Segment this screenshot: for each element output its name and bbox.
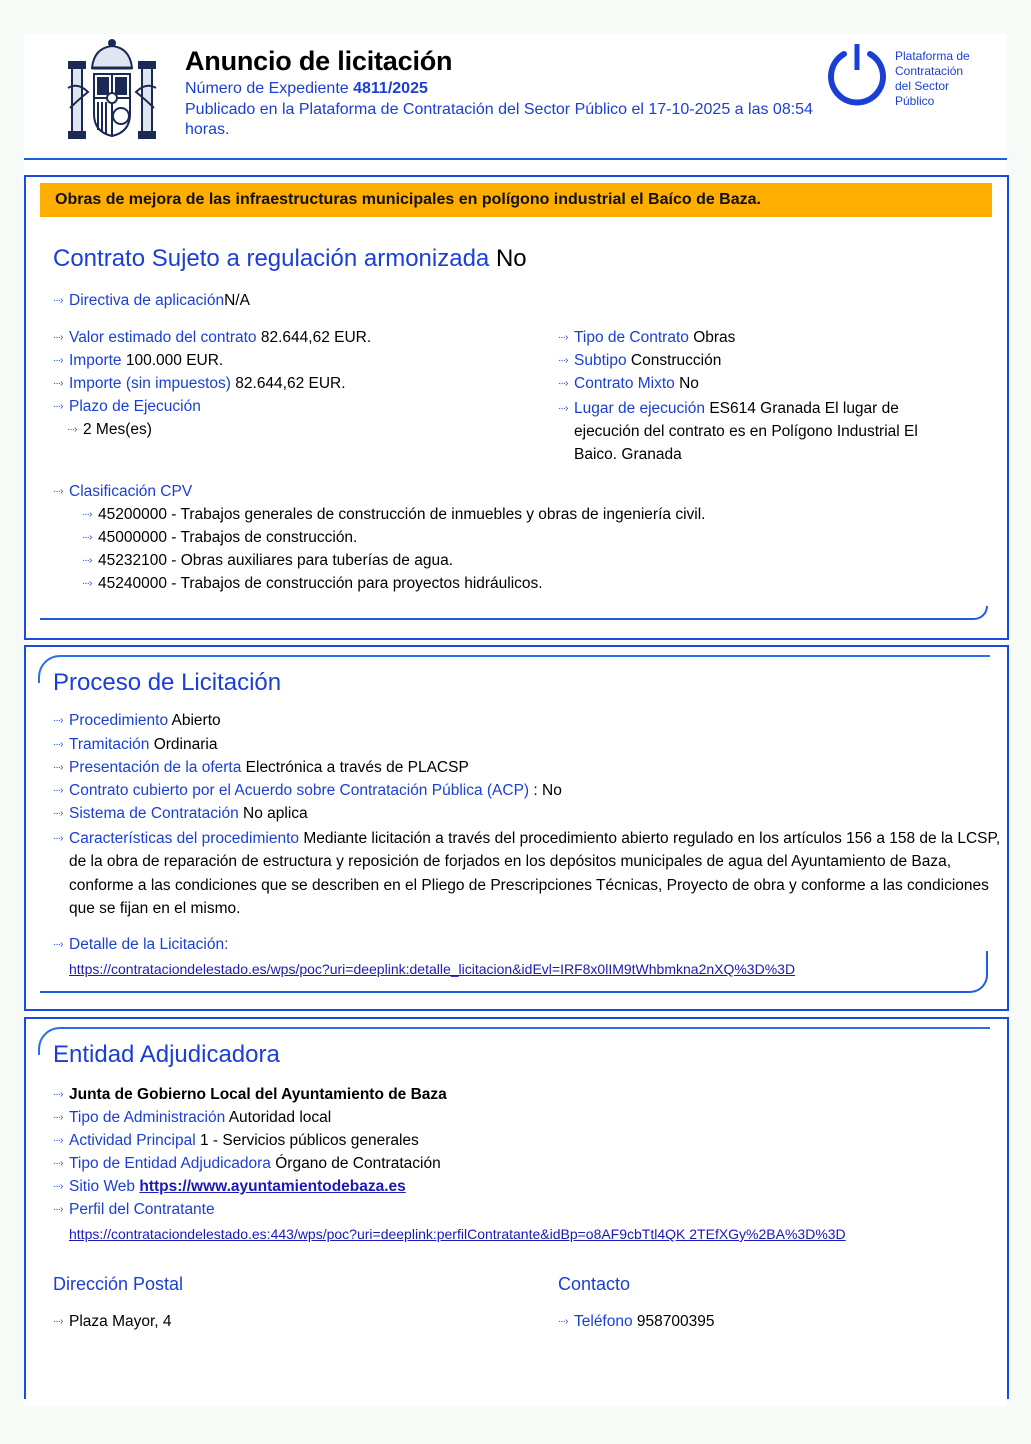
field-value: Mediante licitación a través del procedimiento abierto regulado en los artículos 156 a 158 de la LCSP, de la obra de reparación de estructura y reposición de forjados en los depósitos municipales de agua del Ayuntamiento de Baza, conforme a las condiciones que se describen en el Pliego de Prescripciones Técnicas, Proyecto de obra y conforme a las condiciones que se fijan en el mismo. (69, 830, 1001, 917)
arrow-icon: ···› (558, 332, 568, 343)
arrow-icon: ···› (53, 486, 63, 497)
heading-value: No (495, 245, 527, 272)
field-value: 82.644,62 EUR. (260, 329, 372, 346)
expediente-number: 4811/2025 (353, 80, 428, 97)
platform-logo-line: Contratación (895, 64, 964, 78)
contact-heading: Contacto (558, 1274, 631, 1294)
field-value: Construcción (630, 352, 722, 369)
arrow-icon: ···› (82, 532, 92, 543)
field-value: Plaza Mayor, 4 (69, 1313, 172, 1330)
contract-section (24, 175, 1009, 640)
platform-logo-line: Plataforma de (895, 49, 970, 63)
expediente-label: Número de Expediente (185, 80, 349, 97)
document-page (24, 34, 1007, 1406)
field-label: Teléfono (574, 1313, 633, 1330)
arrow-icon: ···› (558, 1316, 568, 1327)
field-value: : No (533, 782, 562, 799)
field-value: No (679, 375, 699, 392)
process-heading: Proceso de Licitación (53, 669, 282, 696)
field-label: Valor estimado del contrato (69, 329, 257, 346)
field-plazo-ejecucion (53, 397, 201, 417)
field-clasificacion-cpv (53, 482, 192, 502)
arrow-icon: ···› (53, 1135, 63, 1146)
field-label: Tipo de Entidad Adjudicadora (69, 1155, 271, 1172)
arrow-icon: ···› (53, 401, 63, 412)
field-value: Abierto (171, 712, 221, 729)
platform-logo-text (895, 49, 995, 109)
field-value: 1 - Servicios públicos generales (199, 1132, 419, 1149)
contract-title-banner: Obras de mejora de las infraestructuras municipales en polígono industrial el Baíco de Baza. (40, 183, 992, 217)
field-tipo-contrato (558, 328, 735, 348)
field-label: Clasificación CPV (69, 483, 193, 500)
field-label: Procedimiento (69, 712, 169, 729)
arrow-icon: ···› (53, 833, 63, 844)
field-directiva (53, 291, 250, 311)
cpv-text: 45240000 - Trabajos de construcción para proyectos hidráulicos. (98, 575, 543, 592)
arrow-icon: ···› (53, 378, 63, 389)
cpv-item (82, 574, 543, 594)
field-perfil-contratante (53, 1200, 215, 1220)
field-tramitacion (53, 735, 217, 755)
field-label: Importe (sin impuestos) (69, 375, 231, 392)
heading-label: Contrato Sujeto a regulación armonizada (53, 245, 490, 272)
field-value: 958700395 (636, 1313, 715, 1330)
field-caracteristicas (53, 827, 1005, 920)
field-telefono (558, 1312, 715, 1332)
arrow-icon: ···› (53, 939, 63, 950)
arrow-icon: ···› (53, 1158, 63, 1169)
field-label: Actividad Principal (69, 1132, 196, 1149)
field-actividad-principal (53, 1131, 419, 1151)
field-value: Órgano de Contratación (275, 1155, 441, 1172)
arrow-icon: ···› (53, 1112, 63, 1123)
arrow-icon: ···› (82, 578, 92, 589)
field-label: Lugar de ejecución (574, 400, 705, 417)
field-label: Tipo de Administración (69, 1109, 226, 1126)
field-value: Junta de Gobierno Local del Ayuntamiento de Baza (69, 1086, 447, 1103)
arrow-icon: ···› (53, 1089, 63, 1100)
field-acp (53, 781, 562, 801)
harmonized-regulation-heading (53, 245, 527, 273)
arrow-icon: ···› (82, 509, 92, 520)
process-section (24, 645, 1009, 1011)
field-label: Sitio Web (69, 1178, 136, 1195)
field-value: 100.000 EUR. (125, 352, 224, 369)
cpv-item (82, 528, 357, 548)
cpv-text: 45000000 - Trabajos de construcción. (98, 529, 358, 546)
field-importe (53, 351, 223, 371)
field-value: No aplica (243, 805, 308, 822)
cpv-text: 45232100 - Obras auxiliares para tuberías de agua. (98, 552, 454, 569)
field-label: Subtipo (574, 352, 627, 369)
field-value: N/A (224, 292, 250, 309)
field-lugar-ejecucion (558, 397, 964, 466)
field-sistema-contratacion (53, 804, 308, 824)
entity-name (53, 1085, 447, 1105)
publication-info: Publicado en la Plataforma de Contratación del Sector Público el 17-10-2025 a las 08:54 horas. (185, 100, 813, 138)
profile-link-row (69, 1224, 846, 1245)
arrow-icon: ···› (53, 715, 63, 726)
field-importe-sin-impuestos (53, 374, 346, 394)
arrow-icon: ···› (53, 332, 63, 343)
arrow-icon: ···› (53, 295, 63, 306)
header-divider (24, 158, 1007, 160)
field-label: Perfil del Contratante (69, 1201, 215, 1218)
coat-of-arms-icon (64, 38, 160, 140)
section-corner-decoration (40, 606, 988, 620)
platform-power-logo-icon (824, 40, 890, 110)
field-presentacion-oferta (53, 758, 469, 778)
arrow-icon: ···› (558, 355, 568, 366)
website-link[interactable]: https://www.ayuntamientodebaza.es (139, 1178, 406, 1195)
field-plazo-value (67, 420, 152, 440)
field-value: Ordinaria (153, 736, 218, 753)
arrow-icon: ···› (67, 424, 77, 435)
header-subtitle (185, 79, 825, 141)
field-value: 82.644,62 EUR. (235, 375, 346, 392)
entity-section (24, 1017, 1009, 1399)
platform-logo-line: del Sector (895, 79, 950, 93)
field-label: Tipo de Contrato (574, 329, 689, 346)
expediente-line (185, 79, 825, 100)
field-label: Tramitación (69, 736, 150, 753)
field-label: Plazo de Ejecución (69, 398, 201, 415)
field-contrato-mixto (558, 374, 699, 394)
field-valor-estimado (53, 328, 371, 348)
arrow-icon: ···› (53, 1316, 63, 1327)
document-header (24, 34, 1007, 160)
detalle-licitacion-link[interactable]: https://contrataciondelestado.es/wps/poc?uri=deeplink:detalle_licitacion&idEvl=IRF8x0lIM9tWhbmkna2nXQ%3D%3D (69, 961, 796, 977)
field-value: 2 Mes(es) (83, 421, 152, 438)
field-label: Contrato Mixto (574, 375, 675, 392)
entity-heading: Entidad Adjudicadora (53, 1041, 280, 1068)
arrow-icon: ···› (53, 762, 63, 773)
perfil-contratante-link[interactable]: https://contrataciondelestado.es:443/wps/poc?uri=deeplink:perfilContratante&idBp=o8AF9cbTtl4QK 2TEfXGy%2BA%3D%3D (69, 1226, 846, 1242)
field-label: Contrato cubierto por el Acuerdo sobre Contratación Pública (ACP) (69, 782, 530, 799)
arrow-icon: ···› (53, 785, 63, 796)
field-label: Directiva de aplicación (69, 292, 225, 309)
field-tipo-entidad (53, 1154, 441, 1174)
field-value: Autoridad local (228, 1109, 332, 1126)
field-tipo-administracion (53, 1108, 331, 1128)
field-sitio-web (53, 1177, 406, 1197)
postal-address (53, 1312, 172, 1332)
field-value: Electrónica a través de PLACSP (245, 759, 469, 776)
cpv-text: 45200000 - Trabajos generales de construcción de inmuebles y obras de ingeniería civil. (98, 506, 706, 523)
field-label: Importe (69, 352, 122, 369)
field-label: Detalle de la Licitación: (69, 936, 229, 953)
arrow-icon: ···› (82, 555, 92, 566)
arrow-icon: ···› (558, 403, 568, 414)
arrow-icon: ···› (558, 378, 568, 389)
field-label: Presentación de la oferta (69, 759, 242, 776)
page-title: Anuncio de licitación (185, 46, 453, 76)
field-value: Obras (693, 329, 736, 346)
postal-address-heading: Dirección Postal (53, 1274, 184, 1294)
arrow-icon: ···› (53, 1204, 63, 1215)
field-value: ES614 Granada El lugar de ejecución del contrato es en Polígono Industrial El Baico. Granada (574, 400, 918, 463)
field-procedimiento (53, 711, 221, 731)
section-corner-decoration (40, 951, 988, 993)
field-label: Características del procedimiento (69, 830, 300, 847)
cpv-item (82, 505, 705, 525)
field-subtipo (558, 351, 721, 371)
arrow-icon: ···› (53, 808, 63, 819)
arrow-icon: ···› (53, 355, 63, 366)
field-label: Sistema de Contratación (69, 805, 239, 822)
cpv-item (82, 551, 453, 571)
arrow-icon: ···› (53, 1181, 63, 1192)
platform-logo-line: Público (895, 94, 935, 108)
arrow-icon: ···› (53, 739, 63, 750)
